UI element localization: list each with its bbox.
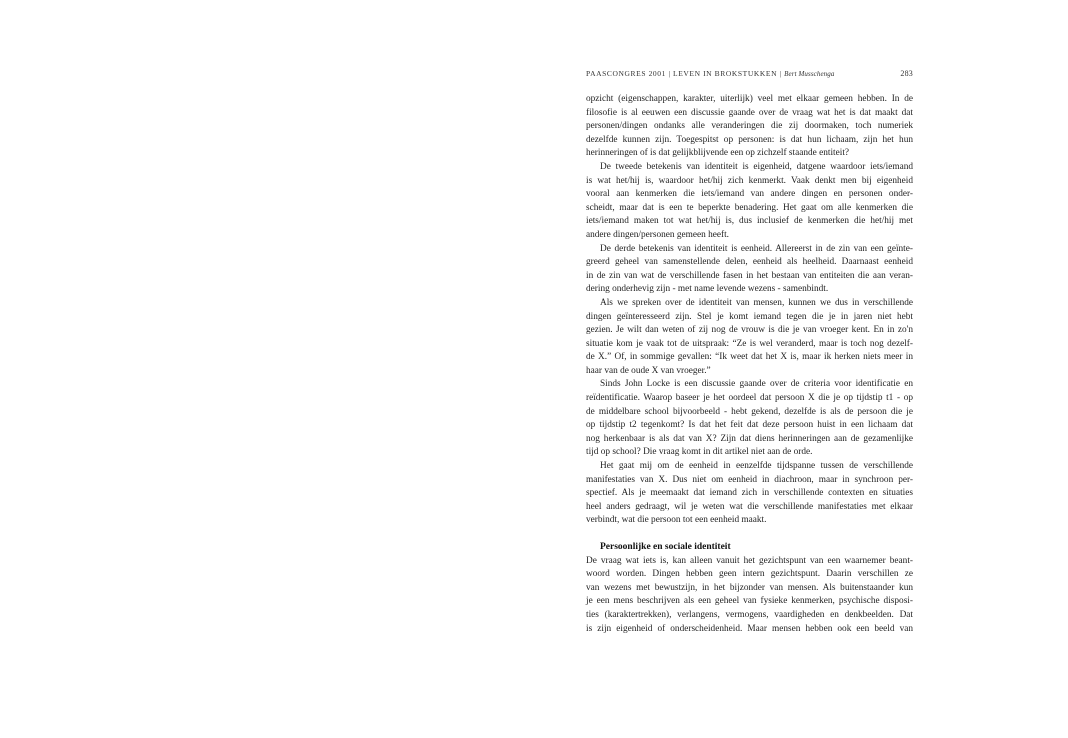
text-line: je een mens beschrijven als een geheel van fysieke kenmerken, psychische disposi- (586, 596, 913, 607)
page-number: 283 (900, 69, 913, 78)
text-line: andere dingen/personen gemeen heeft. (586, 229, 730, 240)
text-line: spectief. Als je meemaakt dat iemand zich in verschillende contexten en situaties (586, 488, 913, 499)
text-line: is wat het/hij is, waardoor het/hij zich kenmerkt. Vaak denkt men bij eigenheid (586, 175, 913, 186)
text-line: heel anders gedraagt, wil je weten wat die verschillende manifestaties met elkaar (586, 501, 913, 512)
text-line: Als we spreken over de identiteit van mensen, kunnen we dus in verschillende (600, 297, 913, 308)
text-line: manifestaties van X. Dus niet om eenheid in diachroon, maar in synchroon per- (586, 474, 913, 485)
text-line: nog herkenbaar is als dat van X? Zijn dat diens herinneringen aan de gezamenlijke (586, 433, 913, 444)
text-line: haar van de oude X van vroeger.” (586, 365, 711, 376)
text-line: dingen geïnteresseerd zijn. Stel je komt iemand tegen die je in jaren niet hebt (586, 311, 913, 322)
header-author: Bert Musschenga (784, 70, 835, 78)
section-heading: Persoonlijke en sociale identiteit (600, 542, 731, 552)
running-header (586, 69, 913, 81)
text-line: herinneringen of is dat gelijkblijvende een op zichzelf staande entiteit? (586, 148, 850, 159)
text-line: De vraag wat iets is, kan alleen vanuit het gezichtspunt van een waarnemer beant- (586, 555, 913, 566)
text-line: woord worden. Dingen hebben geen intern gezichtspunt. Daarin verschillen ze (586, 569, 913, 580)
text-line: opzicht (eigenschappen, karakter, uiterlijk) veel met elkaar gemeen hebben. In de (586, 94, 913, 104)
section-gap (586, 528, 913, 541)
text-line: gezien. Je wilt dan weten of zij nog de vrouw is die je van vroeger kent. En in zo'n (586, 325, 913, 336)
text-line: Sinds John Locke is een discussie gaande over de criteria voor identificatie en (600, 379, 913, 390)
text-line: is zijn eigenheid of onderscheidenheid. Maar mensen hebben ook een beeld van (586, 623, 913, 634)
text-line: Het gaat mij om de eenheid in eenzelfde tijdspanne tussen de verschillende (600, 461, 913, 472)
text-line: in de zin van wat de verschillende fasen in het bestaan van entiteiten die aan veran- (586, 270, 913, 281)
text-line: situatie kom je vaak tot de uitspraak: “Ze is wel veranderd, maar is toch nog dezelf- (586, 338, 913, 349)
text-line: vooral aan kenmerken die iets/iemand van andere dingen en personen onder- (586, 189, 913, 200)
text-line: dering onderhevig zijn - met name levende wezens - samenbindt. (586, 284, 829, 295)
header-title: PAASCONGRES 2001 | LEVEN IN BROKSTUKKEN | (586, 69, 782, 78)
text-line: van wezens met bewustzijn, in het bijzonder van mensen. Als buitenstaander kun (586, 582, 913, 593)
section-paragraph-block (586, 555, 913, 637)
text-line: de X.” Of, in sommige gevallen: “Ik weet dat het X is, maar ik herken niets meer in (586, 352, 913, 363)
text-line: De derde betekenis van identiteit is eenheid. Allereerst in de zin van een geïnte- (600, 243, 913, 254)
text-line: De tweede betekenis van identiteit is eigenheid, datgene waardoor iets/iemand (600, 161, 913, 172)
paragraph-block (586, 93, 913, 528)
text-line: iets/iemand maken tot wat het/hij is, dus inclusief de kenmerken die het/hij met (586, 216, 913, 227)
text-line: verbindt, wat die persoon tot een eenheid maakt. (586, 515, 767, 526)
running-header-title (586, 69, 834, 78)
text-line: scheidt, maar dat is een te beperkte benadering. Het gaat om alle kenmerken die (586, 202, 913, 213)
text-line: tijd op school? Die vraag komt in dit artikel niet aan de orde. (586, 447, 813, 458)
text-line: de middelbare school bijvoorbeeld - hebt gekend, dezelfde is als de persoon die je (586, 406, 913, 417)
text-line: greerd geheel van samenstellende delen, eenheid als heelheid. Daarnaast eenheid (586, 257, 913, 268)
text-line: dezelfde kunnen zijn. Toegespitst op personen: is dat hun lichaam, zijn het hun (586, 134, 913, 145)
text-line: filosofie is al eeuwen een discussie gaande over de vraag wat het is dat maakt dat (586, 107, 913, 118)
text-line: op tijdstip t2 tegenkomt? Is dat het feit dat deze persoon huist in een lichaam dat (586, 420, 913, 431)
text-line: ties (karaktertrekken), verlangens, vermogens, vaardigheden en denkbeelden. Dat (586, 609, 913, 620)
body-text (586, 93, 913, 636)
text-line: personen/dingen ondanks alle veranderingen die zij doormaken, toch numeriek (586, 121, 913, 132)
text-line: reïdentificatie. Waarop baseer je het oordeel dat persoon X die je op tijdstip t1 - op (586, 393, 913, 404)
